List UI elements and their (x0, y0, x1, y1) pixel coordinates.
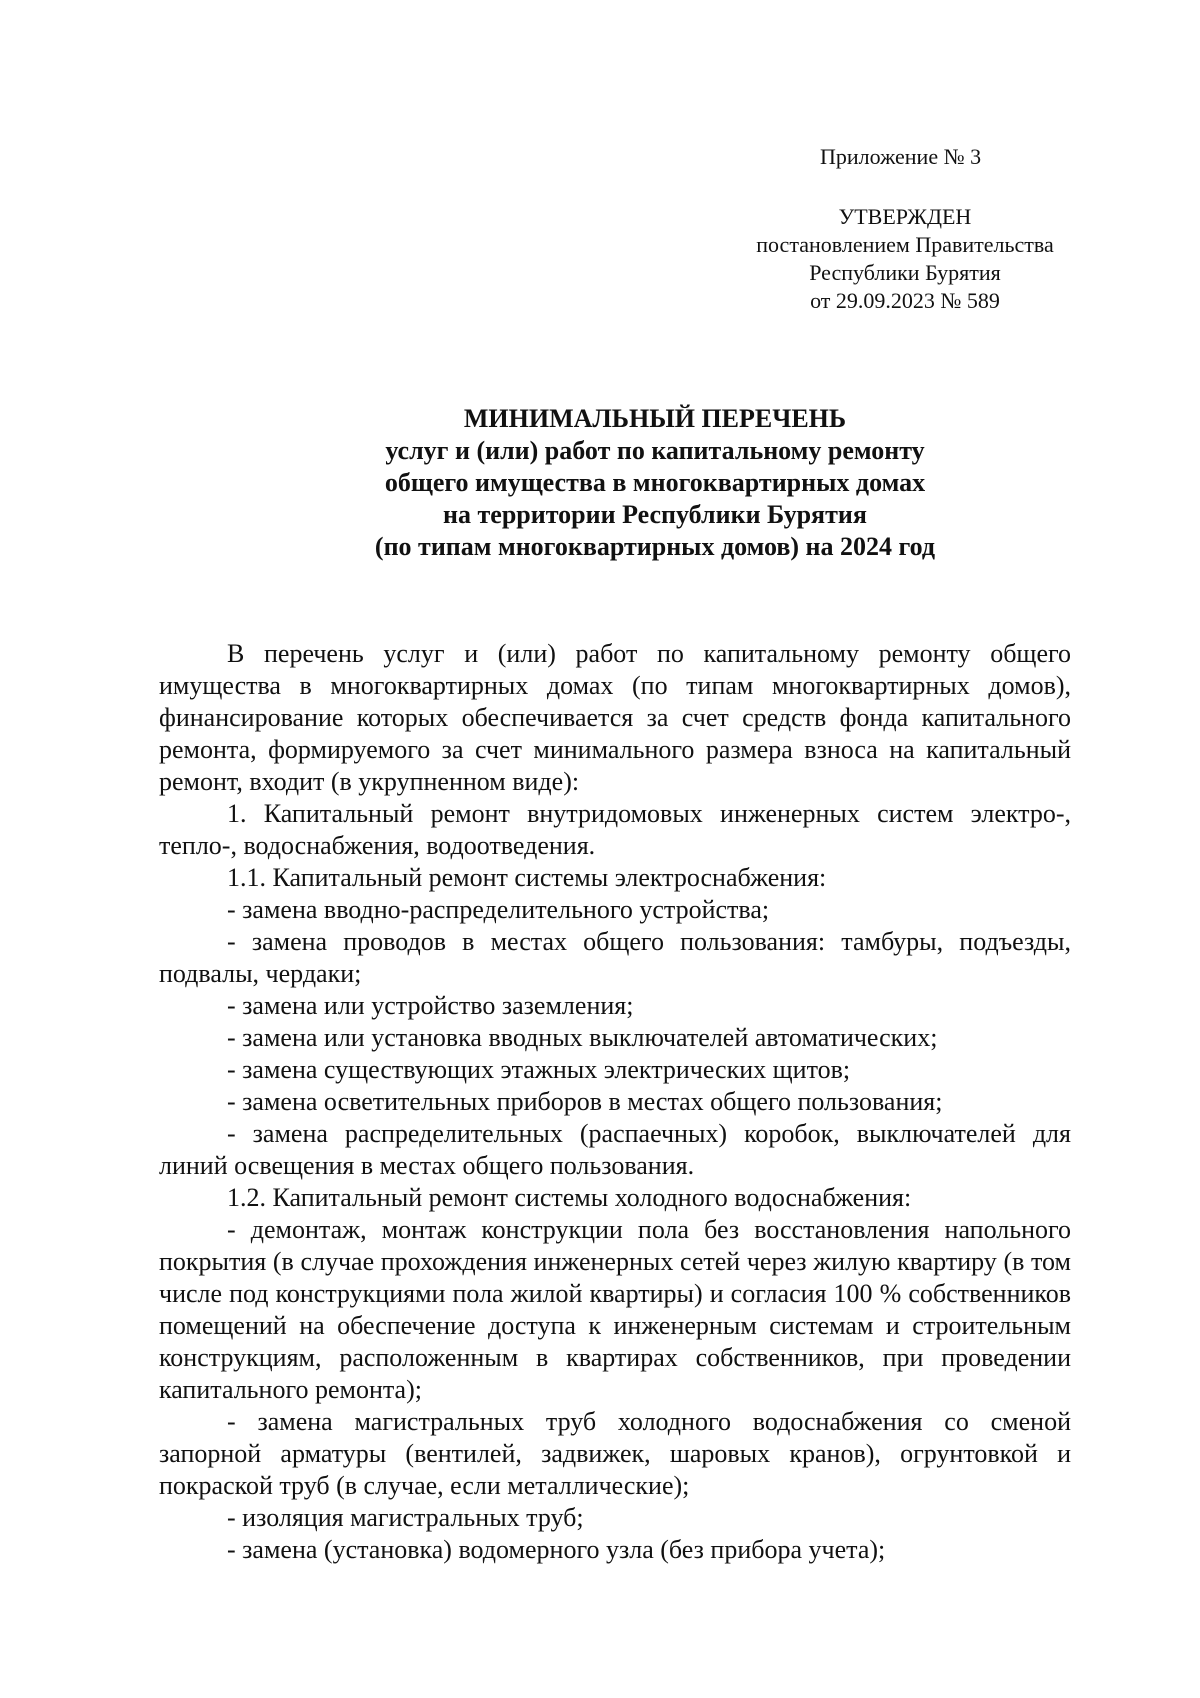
approved-label: УТВЕРЖДЕН (838, 204, 972, 229)
approval-stamp-block (740, 203, 1070, 315)
appendix-number: Приложение № 3 (820, 144, 982, 169)
decree-line: постановлением Правительства (756, 232, 1054, 257)
document-title (160, 403, 1150, 563)
list-item: - замена проводов в местах общего пользования: тамбуры, подъезды, подвалы, чердаки; (159, 927, 1071, 988)
intro-paragraph: В перечень услуг и (или) работ по капитальному ремонту общего имущества в многоквартирных домах (по типам многоквартирных домов), финансирование которых обеспечивается за счет средств фонда капитального ремонта, формируемого за счет минимального размера взноса на капитальный ремонт, входит (в укрупненном виде): (159, 639, 1071, 796)
title-line-1: МИНИМАЛЬНЫЙ ПЕРЕЧЕНЬ (463, 404, 847, 433)
title-line-2: услуг и (или) работ по капитальному ремонту (385, 436, 925, 465)
title-line-3: общего имущества в многоквартирных домах (384, 468, 926, 497)
section-1-1-heading: 1.1. Капитальный ремонт системы электроснабжения: (227, 863, 827, 892)
republic-line: Республики Бурятия (809, 260, 1001, 285)
list-item: - замена или устройство заземления; (227, 991, 634, 1020)
section-1-heading: 1. Капитальный ремонт внутридомовых инженерных систем электро-, тепло-, водоснабжения, водоотведения. (159, 799, 1071, 860)
list-item: - замена осветительных приборов в местах общего пользования; (227, 1087, 943, 1116)
title-line-5: (по типам многоквартирных домов) на 2024 год (374, 532, 936, 561)
list-item: - замена существующих этажных электрических щитов; (227, 1055, 851, 1084)
document-body (159, 638, 1071, 1566)
section-1-2-heading: 1.2. Капитальный ремонт системы холодного водоснабжения: (227, 1183, 912, 1212)
decree-date-number: от 29.09.2023 № 589 (810, 288, 1000, 313)
list-item: - замена магистральных труб холодного водоснабжения со сменой запорной арматуры (вентилей, задвижек, шаровых кранов), огрунтовкой и покраской труб (в случае, если металлические); (159, 1407, 1071, 1500)
list-item: - демонтаж, монтаж конструкции пола без восстановления напольного покрытия (в случае прохождения инженерных сетей через жилую квартиру (в том числе под конструкциями пола жилой квартиры) и согласия 100 % собственников помещений на обеспечение доступа к инженерным системам и строительным конструкциям, расположенным в квартирах собственников, при проведении капитального ремонта); (159, 1215, 1071, 1404)
list-item: - изоляция магистральных труб; (227, 1503, 584, 1532)
list-item: - замена (установка) водомерного узла (без прибора учета); (227, 1535, 886, 1564)
list-item: - замена распределительных (распаечных) коробок, выключателей для линий освещения в местах общего пользования. (159, 1119, 1071, 1180)
list-item: - замена или установка вводных выключателей автоматических; (227, 1023, 938, 1052)
title-line-4: на территории Республики Бурятия (443, 500, 867, 529)
list-item: - замена вводно-распределительного устройства; (227, 895, 770, 924)
